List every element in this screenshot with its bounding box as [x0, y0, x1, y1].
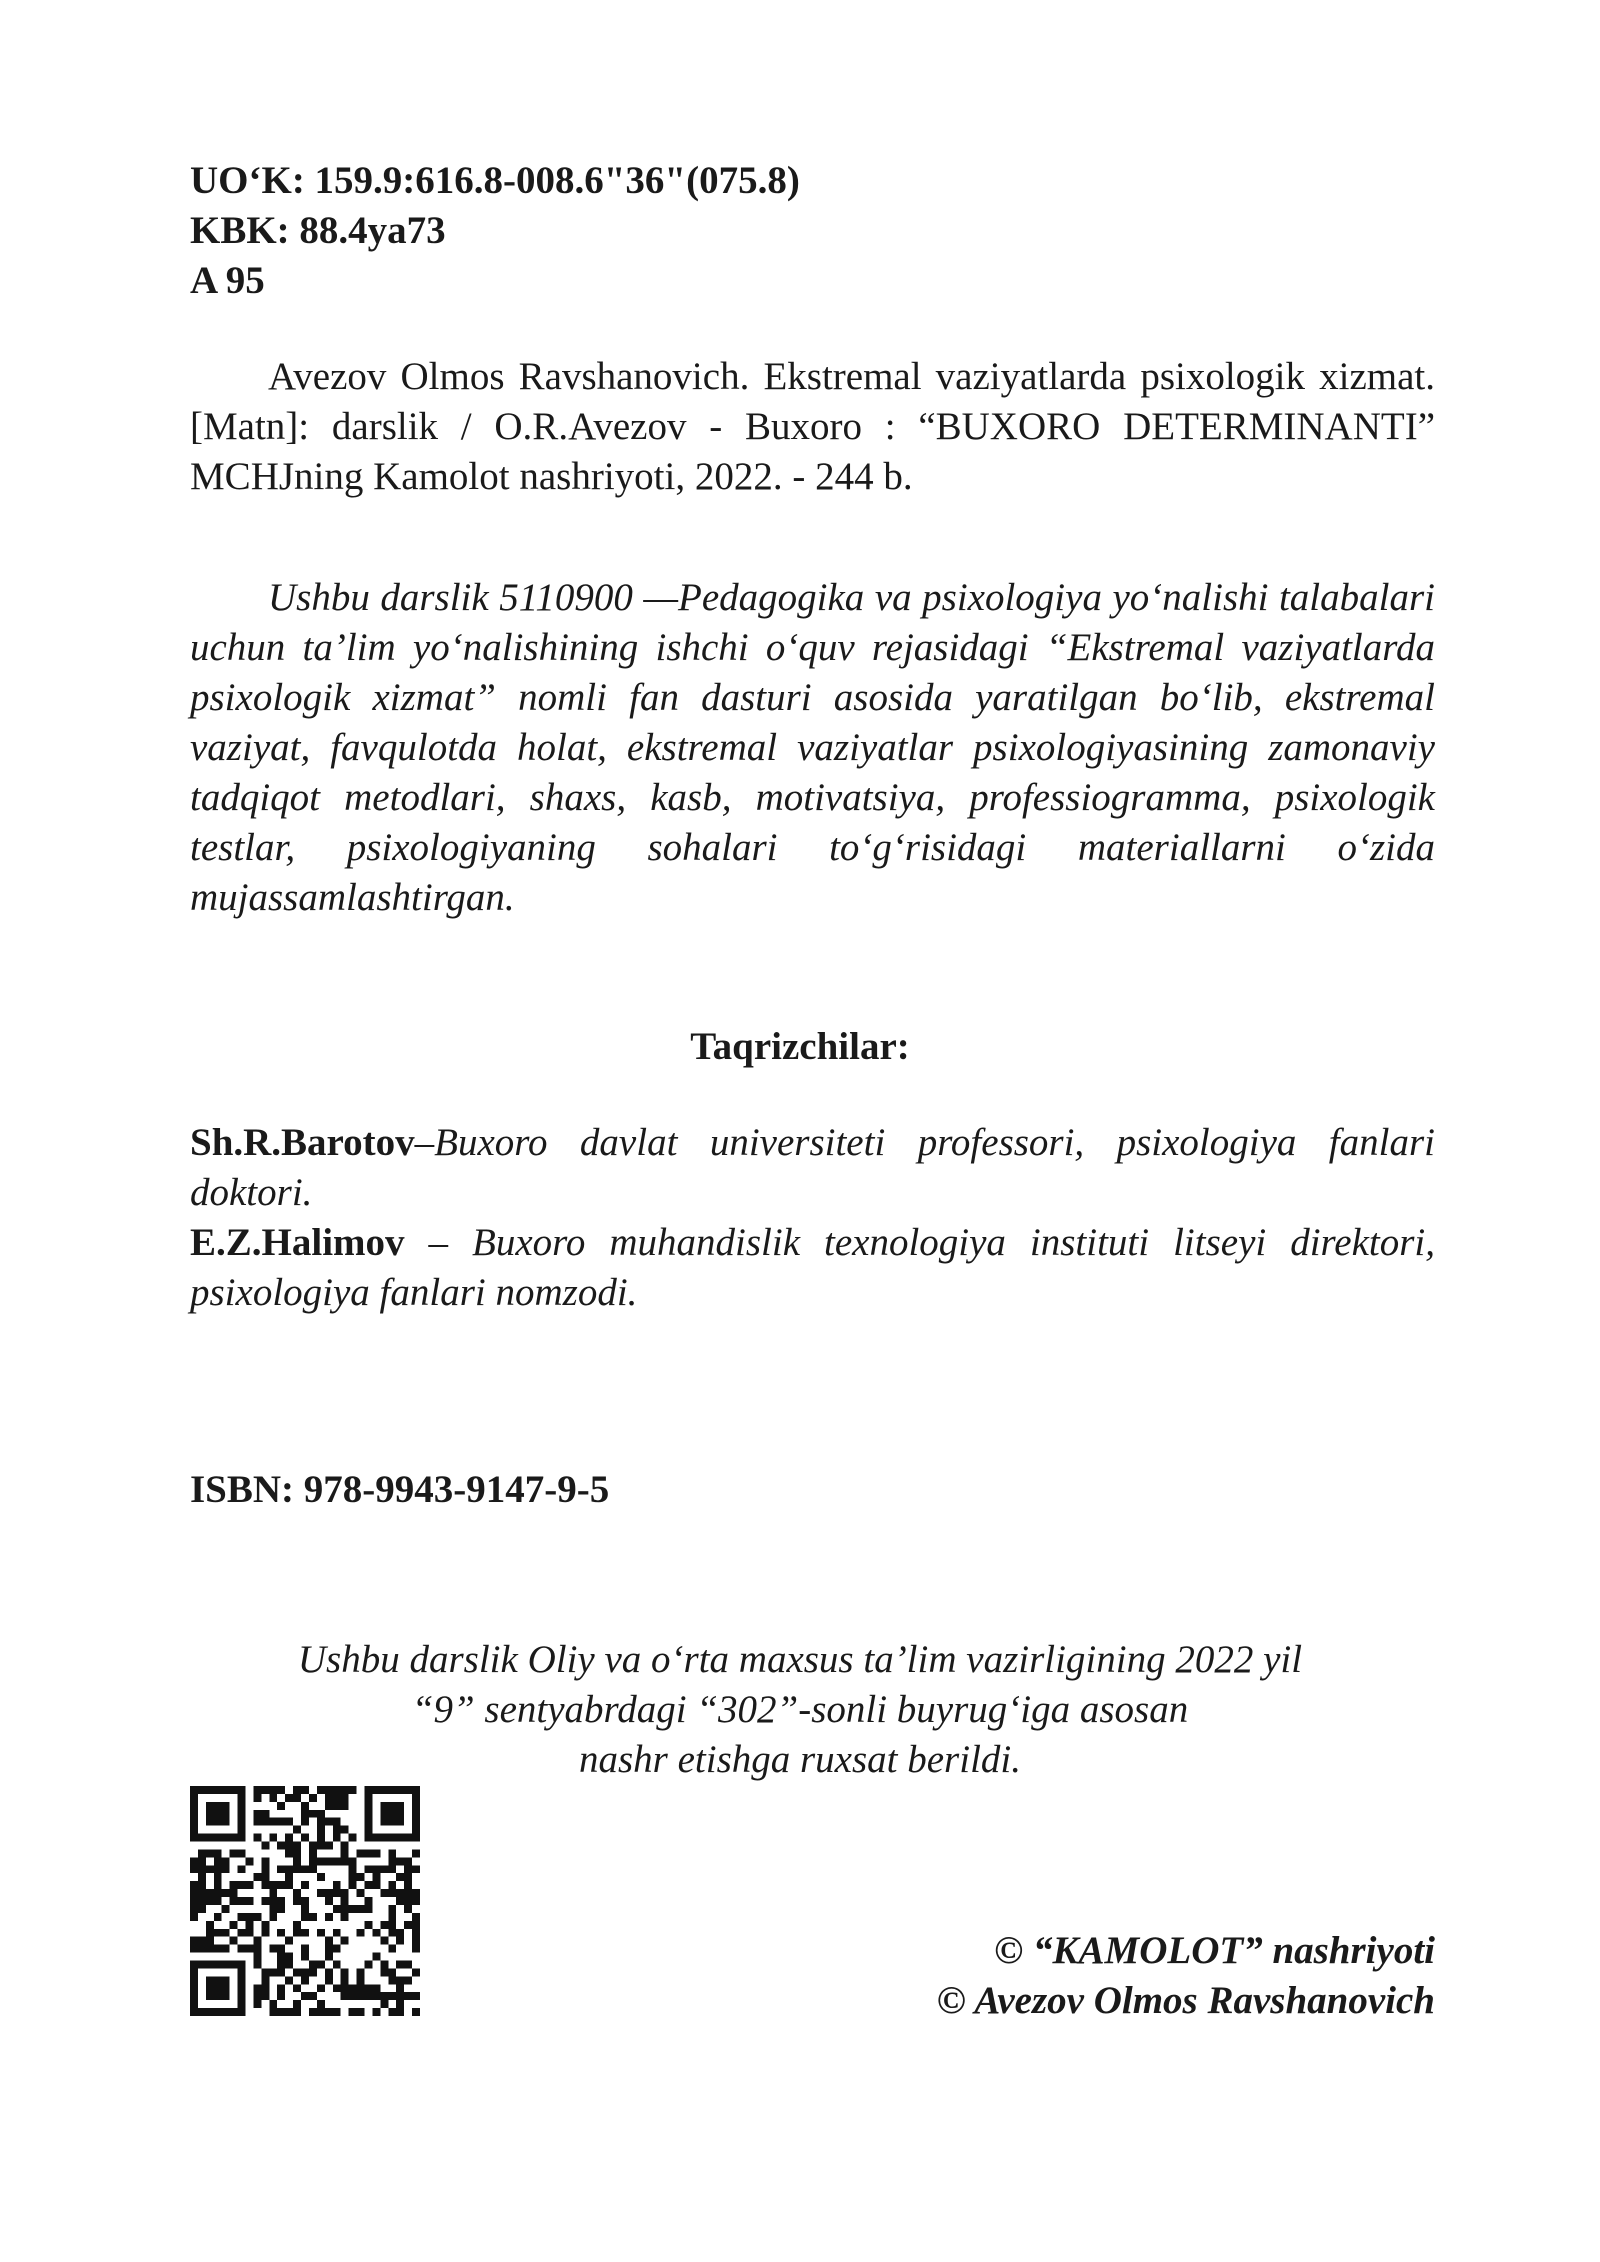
approval-line: “9” sentyabrdagi “302”-sonli buyrug‘iga asosan — [411, 1688, 1189, 1731]
author-mark: A 95 — [190, 259, 265, 302]
reviewers-heading: Taqrizchilar: — [690, 1025, 910, 1068]
kbk-code: KBK: 88.4ya73 — [190, 209, 446, 252]
udk-code: UO‘K: 159.9:616.8-008.6"36"(075.8) — [190, 159, 800, 202]
reviewers-list — [190, 1118, 1435, 1318]
approval-line: Ushbu darslik Oliy va o‘rta maxsus ta’lim vazirligining 2022 yil — [297, 1638, 1303, 1681]
abstract: Ushbu darslik 5110900 —Pedagogika va psixologiya yo‘nalishi talabalari uchun ta’lim yo‘nalishining ishchi o‘quv rejasidagi “Ekstremal vaziyatlarda psixologik xizmat” nomli fan dasturi asosida yaratilgan bo‘lib, ekstremal vaziyat, favqulotda holat, ekstremal vaziyatlar psixologiyasining zamonaviy tadqiqot metodlari, shaxs, kasb, motivatsiya, professiogramma, psixologik testlar, psixologiyaning sohalari to‘g‘risidagi materiallarni o‘zida mujassamlashtirgan. — [190, 576, 1435, 919]
reviewer-entry — [190, 1218, 1435, 1318]
qr-code-icon — [190, 1786, 420, 2016]
reviewer-name: E.Z.Halimov — [190, 1221, 405, 1264]
approval-note — [0, 1635, 1600, 1785]
approval-line: nashr etishga ruxsat berildi. — [578, 1738, 1021, 1781]
classification-codes — [190, 156, 1435, 306]
reviewer-separator: – — [414, 1121, 435, 1164]
copyright-author: © Avezov Olmos Ravshanovich — [936, 1979, 1435, 2022]
reviewer-description: Buxoro muhandislik texnologiya instituti litseyi direktori, psixologiya fanlari nomzodi. — [190, 1221, 1435, 1314]
reviewer-entry — [190, 1118, 1435, 1218]
copyright-publisher: © “KAMOLOT” nashriyoti — [994, 1929, 1435, 1972]
copyright-block — [937, 1926, 1435, 2026]
reviewer-description: Buxoro davlat universiteti professori, psixologiya fanlari doktori. — [190, 1121, 1435, 1214]
reviewer-separator: – — [404, 1221, 472, 1264]
reviewer-name: Sh.R.Barotov — [190, 1121, 415, 1164]
bibliographic-citation: Avezov Olmos Ravshanovich. Ekstremal vaziyatlarda psixologik xizmat. [Matn]: darslik / O.R.Avezov - Buxoro : “BUXORO DETERMINANTI” MCHJning Kamolot nashriyoti, 2022. - 244 b. — [190, 355, 1435, 498]
isbn: ISBN: 978-9943-9147-9-5 — [190, 1468, 610, 1511]
